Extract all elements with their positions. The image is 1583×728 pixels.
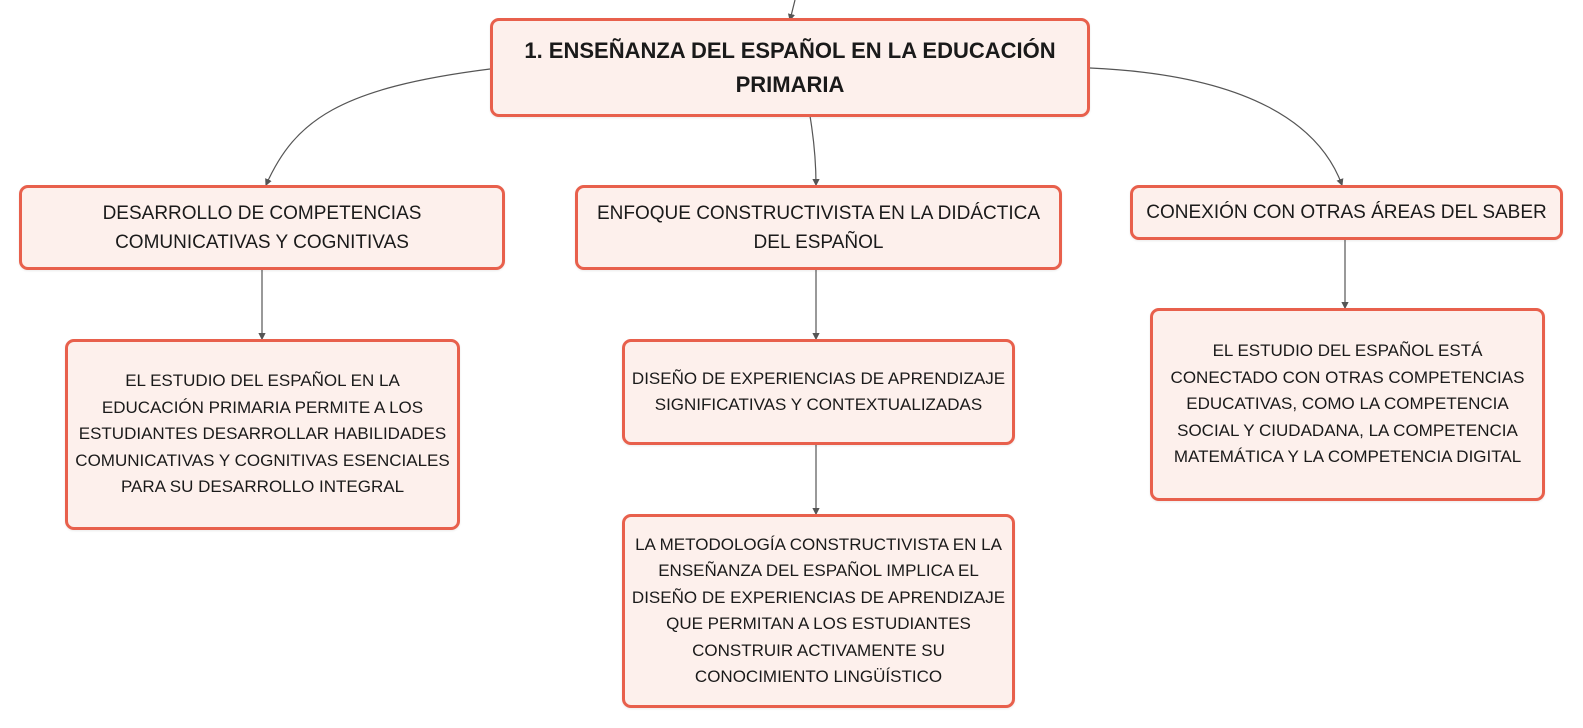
leaf-node-label: EL ESTUDIO DEL ESPAÑOL ESTÁ CONECTADO CON OTRAS COMPETENCIAS EDUCATIVAS, COMO LA COMPETENCIA SOCIAL Y CIUDADANA, LA COMPETENCIA MATEMÁTICA Y LA COMPETENCIA DIGITAL bbox=[1170, 341, 1525, 467]
leaf-node-diseno-experiencias[interactable] bbox=[622, 339, 1015, 445]
branch-node-label: CONEXIÓN CON OTRAS ÁREAS DEL SABER bbox=[1146, 202, 1547, 223]
root-node-label: 1. ENSEÑANZA DEL ESPAÑOL EN LA EDUCACIÓN PRIMARIA bbox=[524, 37, 1056, 97]
leaf-node-label: LA METODOLOGÍA CONSTRUCTIVISTA EN LA ENSEÑANZA DEL ESPAÑOL IMPLICA EL DISEÑO DE EXPERIENCIAS DE APRENDIZAJE QUE PERMITAN A LOS ESTUDIANTES CONSTRUIR ACTIVAMENTE SU CONOCIMIENTO LINGÜÍSTICO bbox=[631, 534, 1006, 686]
leaf-node-label: EL ESTUDIO DEL ESPAÑOL EN LA EDUCACIÓN PRIMARIA PERMITE A LOS ESTUDIANTES DESARROLLAR HABILIDADES COMUNICATIVAS Y COGNITIVAS ESENCIALES PARA SU DESARROLLO INTEGRAL bbox=[75, 371, 450, 497]
leaf-node-metodologia[interactable] bbox=[622, 514, 1015, 708]
branch-node-conexion[interactable] bbox=[1130, 185, 1563, 240]
branch-node-label: ENFOQUE CONSTRUCTIVISTA EN LA DIDÁCTICA DEL ESPAÑOL bbox=[596, 202, 1041, 253]
connector-root-branch-2 bbox=[810, 116, 816, 185]
branch-node-competencias[interactable] bbox=[19, 185, 505, 270]
leaf-node-estudio-primaria[interactable] bbox=[65, 339, 460, 530]
connector-incoming bbox=[790, 0, 795, 20]
branch-node-label: DESARROLLO DE COMPETENCIAS COMUNICATIVAS Y COGNITIVAS bbox=[102, 202, 422, 253]
connector-root-branch-3 bbox=[1090, 68, 1342, 185]
leaf-node-label: DISEÑO DE EXPERIENCIAS DE APRENDIZAJE SIGNIFICATIVAS Y CONTEXTUALIZADAS bbox=[631, 368, 1006, 414]
leaf-node-conexion-competencias[interactable] bbox=[1150, 308, 1545, 501]
branch-node-constructivista[interactable] bbox=[575, 185, 1062, 270]
root-node[interactable] bbox=[490, 18, 1090, 117]
connector-root-branch-1 bbox=[266, 69, 490, 185]
